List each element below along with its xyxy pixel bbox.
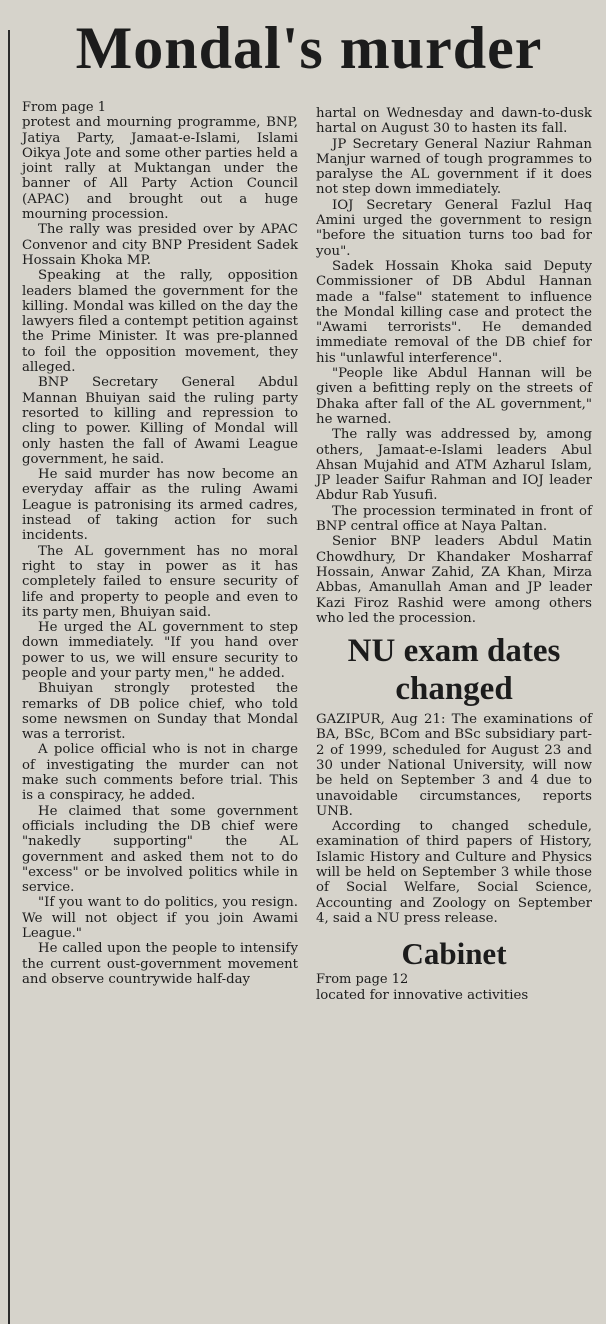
paragraph: located for innovative activities (316, 987, 529, 1003)
paragraph: The procession terminated in front of BNP central office at Naya Paltan. (316, 503, 592, 535)
article-headline-cabinet: Cabinet (401, 936, 507, 972)
paragraph: Bhuiyan strongly protested the remarks of DB police chief, who told some newsmen on Sunday that Mondal was a terrorist. (22, 681, 298, 743)
column-rule (8, 30, 10, 1324)
from-page-label: From page 12 (316, 972, 409, 988)
article-headline-nu-exam: NU exam dates changed (347, 633, 561, 708)
paragraph: The AL government has no moral right to stay in power as it has completely failed to ensure security of life and property to people and even to its party men, Bhuiyan said. (22, 543, 298, 620)
headline: Mondal's murder (75, 15, 543, 81)
paragraph: He said murder has now become an everyday affair as the ruling Awami League is patronising its armed cadres, instead of taking action for such incidents. (22, 467, 298, 544)
paragraph: According to changed schedule, examination of third papers of History, Islamic History and Culture and Physics will be held on September 3 while those of Social Welfare, Social Science, Accounting and Zoology on September 4, said a NU press release. (316, 819, 592, 926)
paragraph: Senior BNP leaders Abdul Matin Chowdhury, Dr Khandaker Mosharraf Hossain, Anwar Zahid, ZA Khan, Mirza Abbas, Amanullah Aman and JP leader Kazi Firoz Rashid were among others who led the procession. (316, 534, 592, 626)
from-page-label: From page 1 (22, 100, 107, 115)
paragraph: IOJ Secretary General Fazlul Haq Amini urged the government to resign "before the situation turns too bad for you". (316, 197, 592, 259)
paragraph: hartal on Wednesday and dawn-to-dusk hartal on August 30 to hasten its fall. (316, 106, 592, 137)
paragraph: Speaking at the rally, opposition leaders blamed the government for the killing. Mondal was killed on the day the lawyers filed a contempt petition against the Prime Minister. It was pre-planned to foil the opposition movement, they alleged. (22, 268, 298, 376)
paragraph: BNP Secretary General Abdul Mannan Bhuiyan said the ruling party resorted to killing and repression to cling to power. Killing of Mondal will only hasten the fall of Awami League government, he said. (22, 375, 298, 467)
paragraph: He urged the AL government to step down immediately. "If you hand over power to us, we will ensure security to people and your party men," he added. (22, 620, 298, 681)
paragraph: He claimed that some government officials including the DB chief were "nakedly supporting" the AL government and asked them not to do "excess" or be involved politics while in service. (22, 803, 298, 896)
paragraph: "People like Abdul Hannan will be given a befitting reply on the streets of Dhaka after fall of the AL government," he warned. (316, 366, 592, 427)
left-column (22, 100, 298, 987)
paragraph: A police official who is not in charge of investigating the murder can not make such comments before trial. This is a conspiracy, he added. (22, 742, 298, 804)
paragraph: JP Secretary General Naziur Rahman Manjur warned of tough programmes to paralyse the AL government if it does not step down immediately. (316, 136, 592, 198)
right-column (316, 106, 592, 1003)
paragraph: The rally was presided over by APAC Convenor and city BNP President Sadek Hossain Khoka MP. (22, 222, 298, 268)
paragraph: GAZIPUR, Aug 21: The examinations of BA, BSc, BCom and BSc subsidiary part-2 of 1999, scheduled for August 23 and 30 under National University, will now be held on September 3 and 4 due to unavoidable circumstances, reports UNB. (316, 712, 592, 819)
paragraph: The rally was addressed by, among others, Jamaat-e-Islami leaders Abul Ahsan Mujahid and ATM Azharul Islam, JP leader Saifur Rahman and IOJ leader Abdur Rab Yusufi. (316, 427, 592, 504)
paragraph: Sadek Hossain Khoka said Deputy Commissioner of DB Abdul Hannan made a "false" statement to influence the Mondal killing case and protect the "Awami terrorists". He demanded immediate removal of the DB chief for his "unlawful interference". (316, 258, 592, 366)
paragraph: "If you want to do politics, you resign. We will not object if you join Awami League." (22, 895, 298, 942)
paragraph: He called upon the people to intensify the current oust-government movement and observe countrywide half-day (22, 941, 298, 987)
paragraph: protest and mourning programme, BNP, Jatiya Party, Jamaat-e-Islami, Islami Oikya Jote and some other parties held a joint rally at Muktangan under the banner of All Party Action Council (APAC) and brought out a huge mourning procession. (22, 115, 298, 223)
